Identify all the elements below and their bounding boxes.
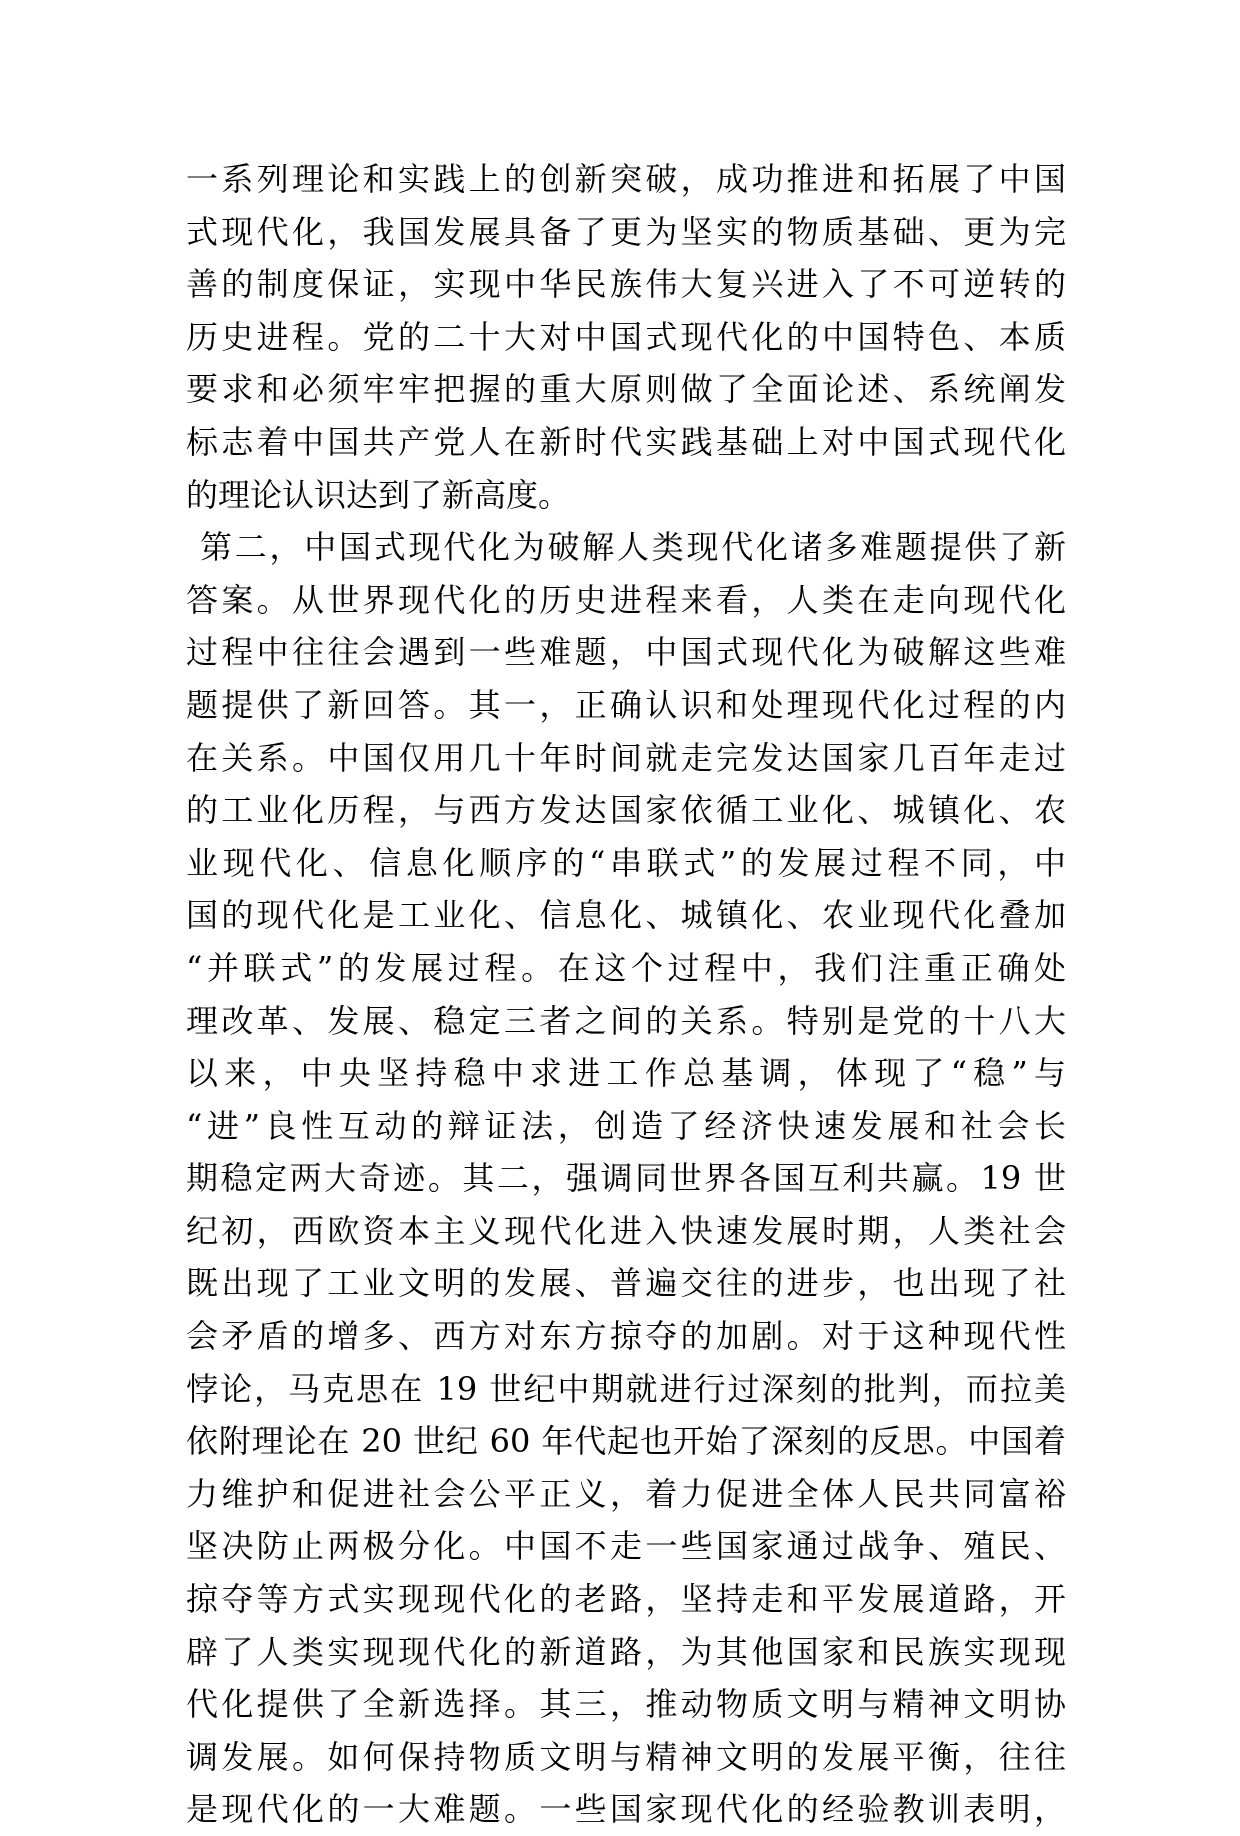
text-line: “进”良性互动的辩证法，创造了经济快速发展和社会长 [186,1106,1066,1145]
text-line: 的理论认识达到了新高度。 [186,475,571,514]
text-line: 国的现代化是工业化、信息化、城镇化、农业现代化叠加 [186,896,1066,935]
text-line: 一系列理论和实践上的创新突破，成功推进和拓展了中国 [186,160,1066,198]
text-line: 掠夺等方式实现现代化的老路，坚持走和平发展道路，开 [186,1580,1066,1619]
text-line: 调发展。如何保持物质文明与精神文明的发展平衡，往往 [186,1737,1066,1776]
text-line: 悖论，马克思在 19 世纪中期就进行过深刻的批判，而拉美 [186,1369,1066,1408]
text-line: 答案。从世界现代化的历史进程来看，人类在走向现代化 [186,580,1066,619]
text-line: 善的制度保证，实现中华民族伟大复兴进入了不可逆转的 [186,265,1066,304]
text-line: 依附理论在 20 世纪 60 年代起也开始了深刻的反思。中国着 [186,1422,1066,1461]
text-line: 既出现了工业文明的发展、普遍交往的进步，也出现了社 [186,1264,1066,1303]
text-line: 辟了人类实现现代化的新道路，为其他国家和民族实现现 [186,1632,1066,1671]
text-line: 力维护和促进社会公平正义，着力促进全体人民共同富裕 [186,1474,1066,1513]
text-line: 标志着中国共产党人在新时代实践基础上对中国式现代化 [186,422,1066,461]
text-line: 是现代化的一大难题。一些国家现代化的经验教训表明， [186,1790,1066,1829]
text-line: 坚决防止两极分化。中国不走一些国家通过战争、殖民、 [186,1527,1066,1566]
text-line: 式现代化，我国发展具备了更为坚实的物质基础、更为完 [186,212,1066,251]
text-line: 会矛盾的增多、西方对东方掠夺的加剧。对于这种现代性 [186,1317,1066,1356]
text-line: “并联式”的发展过程。在这个过程中，我们注重正确处 [186,948,1066,987]
text-line: 期稳定两大奇迹。其二，强调同世界各国互利共赢。19 世 [186,1159,1066,1198]
text-line: 过程中往往会遇到一些难题，中国式现代化为破解这些难 [186,633,1066,672]
text-line: 题提供了新回答。其一，正确认识和处理现代化过程的内 [186,685,1066,724]
text-line: 理改革、发展、稳定三者之间的关系。特别是党的十八大 [186,1001,1066,1040]
body-text [186,153,1066,1836]
text-line: 代化提供了全新选择。其三，推动物质文明与精神文明协 [186,1685,1066,1724]
text-line: 历史进程。党的二十大对中国式现代化的中国特色、本质 [186,317,1066,356]
paragraph-start-line: 第二，中国式现代化为破解人类现代化诸多难题提供了新 [200,528,1066,567]
text-line: 业现代化、信息化顺序的“串联式”的发展过程不同，中 [186,843,1066,882]
text-line: 以来，中央坚持稳中求进工作总基调，体现了“稳”与 [186,1054,1066,1093]
text-line: 的工业化历程，与西方发达国家依循工业化、城镇化、农 [186,791,1066,830]
text-line: 要求和必须牢牢把握的重大原则做了全面论述、系统阐发 [186,370,1066,409]
text-line: 在关系。中国仅用几十年时间就走完发达国家几百年走过 [186,738,1066,777]
text-line: 纪初，西欧资本主义现代化进入快速发展时期，人类社会 [186,1211,1066,1250]
